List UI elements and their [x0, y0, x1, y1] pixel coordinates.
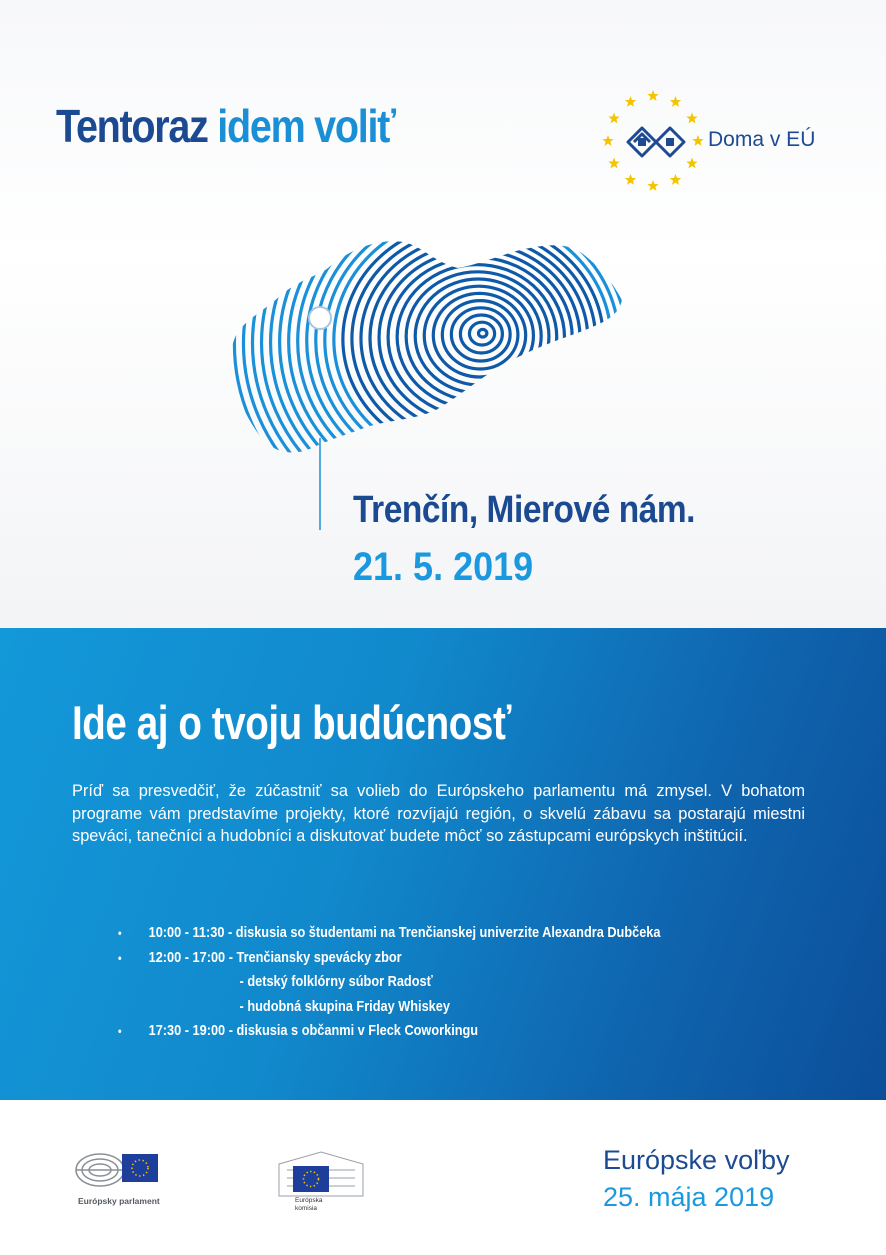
- eu-stars-icon: [598, 86, 708, 196]
- european-parliament-logo: [74, 1148, 184, 1210]
- eu-flag-icon: [293, 1166, 329, 1192]
- schedule-time: 17:30 - 19:00 -: [148, 1022, 233, 1039]
- schedule-item: [118, 946, 450, 971]
- schedule-subitem: - hudobná skupina Friday Whiskey: [239, 997, 450, 1015]
- star-icon: [692, 135, 703, 146]
- star-icon: [647, 90, 658, 101]
- fingerprint-ring: [379, 250, 572, 425]
- headline-part2: idem voliť: [217, 100, 395, 152]
- bullet: •: [118, 1024, 122, 1038]
- location-pin: [309, 307, 331, 329]
- star-icon: [602, 135, 613, 146]
- schedule-time: 10:00 - 11:30 -: [148, 924, 233, 941]
- star-icon: [686, 113, 697, 124]
- elections-date: 25. mája 2019: [603, 1182, 775, 1212]
- star-icon: [608, 158, 619, 169]
- band-title: Ide aj o tvoju budúcnosť: [72, 696, 512, 749]
- event-location: Trenčín, Mierové nám.: [353, 489, 696, 531]
- fingerprint-ring: [361, 236, 588, 441]
- houses-icon: [628, 128, 684, 156]
- event-date: 21. 5. 2019: [353, 545, 534, 589]
- logo-text: Doma v EÚ: [708, 128, 816, 151]
- schedule-time: 12:00 - 17:00 -: [148, 948, 233, 966]
- intro-paragraph: Príď sa presvedčiť, že zúčastniť sa volieb do Európskeho parlamentu má zmysel. V bohatom programe vám predstavíme projekty, ktoré rozvíjajú región, o skvelú zábavu sa postarajú miestni speváci, tanečníci a hudobníci a diskutovať budete môcť so zástupcami európskych inštitúcií.: [72, 782, 805, 845]
- schedule-item: [118, 1019, 479, 1044]
- ep-label: Európsky parlament: [78, 1196, 160, 1206]
- star-icon: [670, 96, 681, 107]
- european-commission-logo: [277, 1148, 367, 1220]
- headline: [56, 100, 395, 152]
- fingerprint-ring: [478, 329, 486, 337]
- bullet: •: [118, 950, 122, 965]
- schedule-item: [118, 921, 661, 946]
- schedule-text: diskusia s občanmi v Fleck Coworkingu: [232, 1022, 479, 1039]
- headline-part1: Tentoraz: [56, 100, 208, 152]
- schedule-text: Trenčiansky spevácky zbor: [232, 948, 402, 966]
- star-icon: [670, 174, 681, 185]
- ec-label-line1: Európska: [295, 1197, 323, 1204]
- schedule-subitem: - detský folklórny súbor Radosť: [239, 973, 433, 990]
- fingerprint-ring: [406, 272, 549, 401]
- star-icon: [608, 113, 619, 124]
- elections-title: Európske voľby: [603, 1145, 790, 1175]
- star-icon: [647, 180, 658, 191]
- star-icon: [625, 96, 636, 107]
- ec-label-line2: komisia: [295, 1205, 318, 1212]
- star-icon: [625, 174, 636, 185]
- star-icon: [686, 158, 697, 169]
- bullet: •: [118, 926, 122, 940]
- doma-v-eu-logo: [598, 86, 848, 196]
- eu-flag-icon: [122, 1154, 158, 1182]
- schedule-text: diskusia so študentami na Trenčianskej univerzite Alexandra Dubčeka: [232, 924, 661, 941]
- schedule-list: [118, 921, 661, 1044]
- fingerprint-ring: [469, 322, 494, 345]
